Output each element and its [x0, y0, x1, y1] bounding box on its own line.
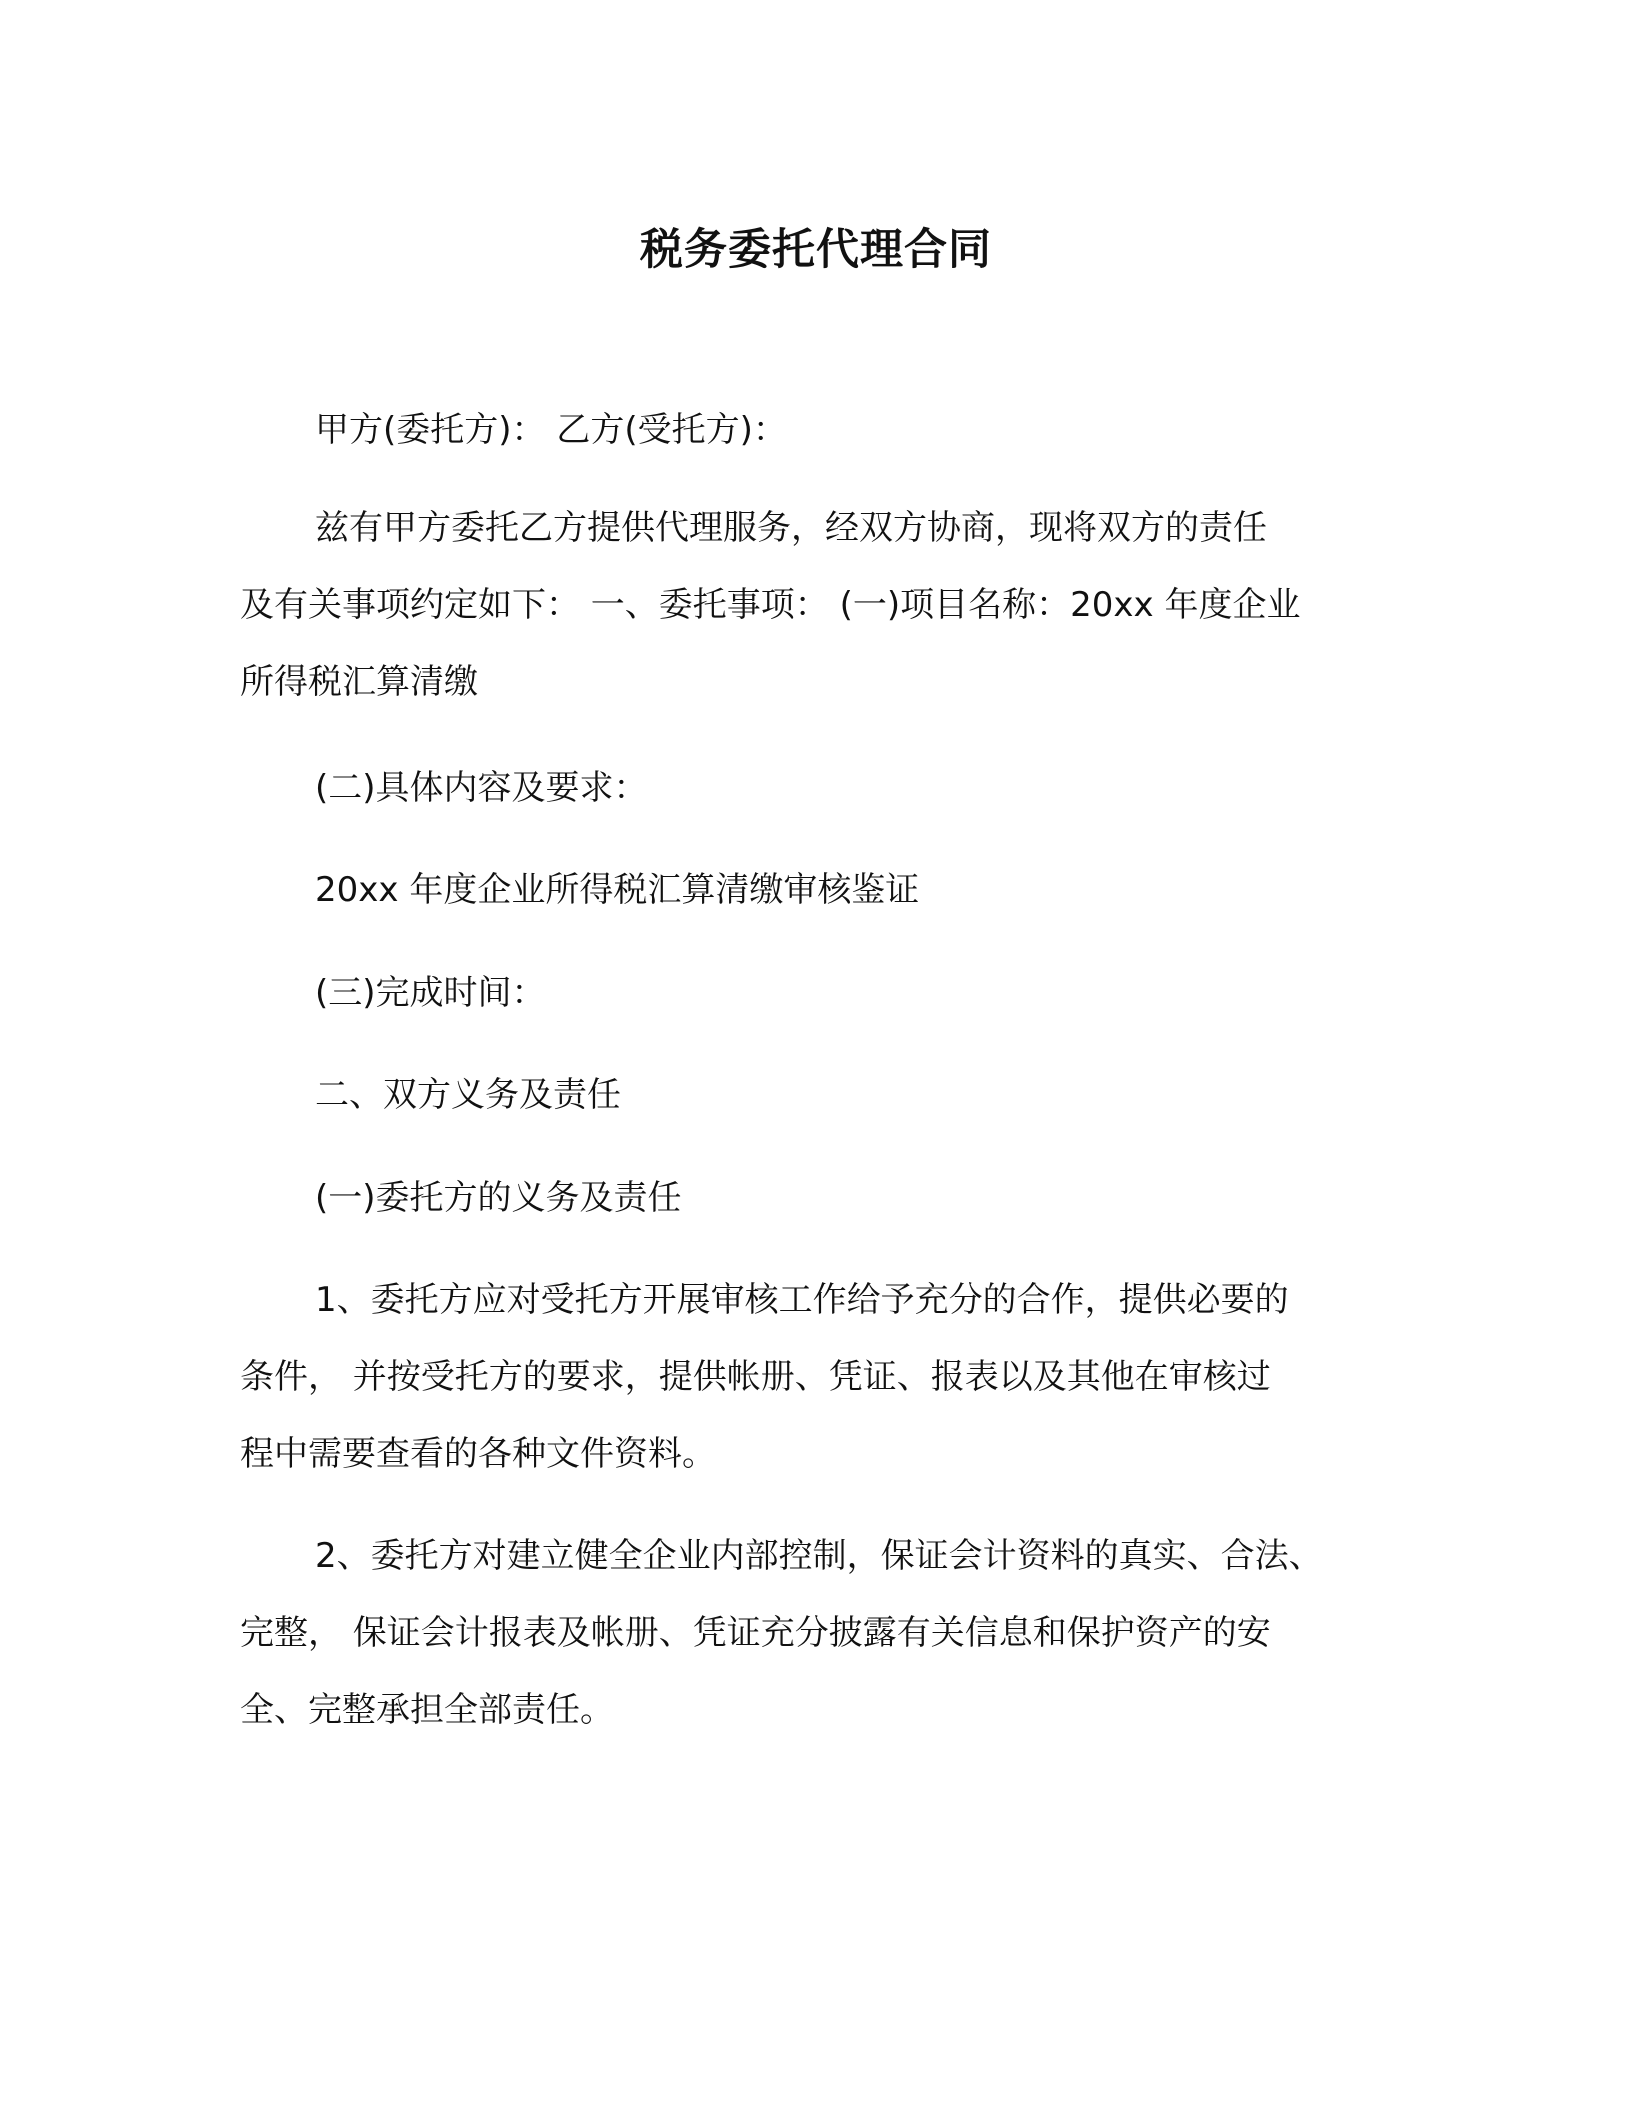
intro-line-2: 及有关事项约定如下： 一、委托事项： (一)项目名称：20xx 年度企业: [240, 585, 1301, 625]
parties-line: 甲方(委托方)： 乙方(受托方)：: [315, 410, 787, 450]
content-detail-text: 20xx 年度企业所得税汇算清缴审核鉴证: [315, 870, 920, 910]
clause-2-line-3: 全、完整承担全部责任。: [240, 1690, 614, 1730]
clause-1-line-3: 程中需要查看的各种文件资料。: [240, 1434, 716, 1474]
section-2-1-heading: (一)委托方的义务及责任: [315, 1178, 682, 1218]
section-1-2-heading: (二)具体内容及要求：: [315, 768, 648, 808]
intro-paragraph: [240, 490, 1400, 721]
intro-line-3: 所得税汇算清缴: [240, 662, 478, 702]
clause-1-line-2: 条件， 并按受托方的要求，提供帐册、凭证、报表以及其他在审核过: [240, 1357, 1271, 1397]
parties-paragraph: [240, 392, 1400, 469]
document-title: 税务委托代理合同: [640, 225, 992, 275]
section-2-heading: 二、双方义务及责任: [315, 1075, 621, 1115]
clause-2-line-1: 2、委托方对建立健全企业内部控制，保证会计资料的真实、合法、: [315, 1536, 1323, 1576]
clause-2-line-2: 完整， 保证会计报表及帐册、凭证充分披露有关信息和保护资产的安: [240, 1613, 1271, 1653]
clause-1-paragraph: [240, 1262, 1400, 1493]
section-1-3-paragraph: [240, 955, 1400, 1032]
clause-1-line-1: 1、委托方应对受托方开展审核工作给予充分的合作，提供必要的: [315, 1280, 1289, 1320]
section-1-3-heading: (三)完成时间：: [315, 973, 546, 1013]
clause-2-paragraph: [240, 1518, 1400, 1749]
section-1-2-paragraph: [240, 750, 1400, 827]
heading-2-paragraph: [240, 1057, 1400, 1134]
section-2-1-paragraph: [240, 1160, 1400, 1237]
content-detail-paragraph: [240, 852, 1400, 929]
intro-line-1: 兹有甲方委托乙方提供代理服务，经双方协商，现将双方的责任: [315, 508, 1267, 548]
